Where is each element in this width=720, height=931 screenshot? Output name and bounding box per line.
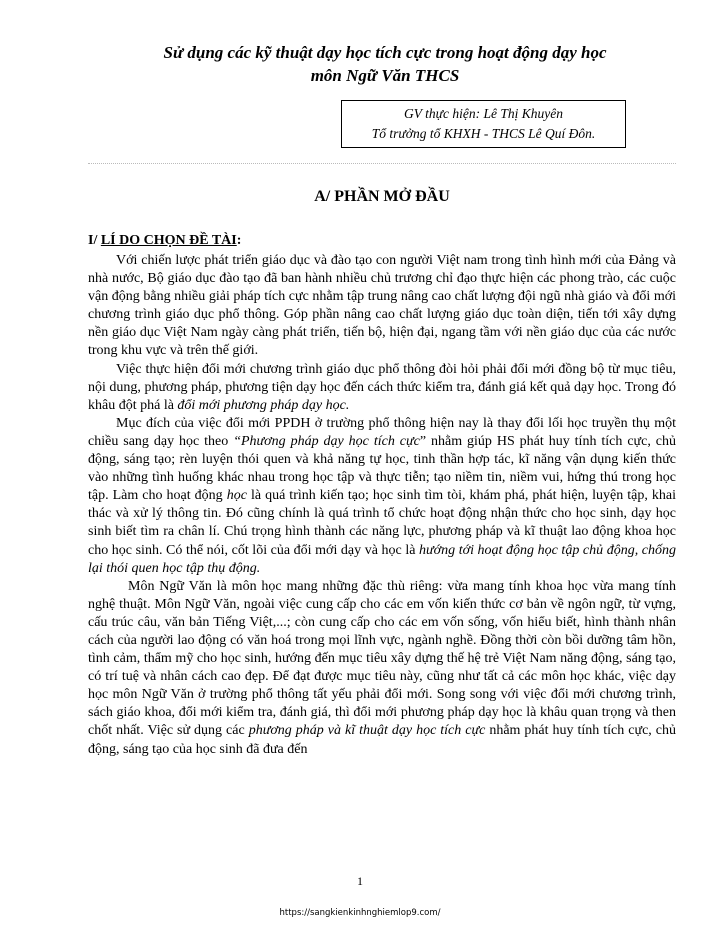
document-title-line-1: Sử dụng các kỹ thuật dạy học tích cực trong hoạt động dạy học [163,43,607,62]
reason-number: I/ [88,233,101,248]
paragraph-3-emphasis-3: hướng tới hoạt động học tập chủ động, chống lại thói quen học tập thụ động. [88,542,677,576]
author-role: Tổ trưởng tổ KHXH - THCS Lê Quí Đôn. [371,126,596,141]
author-box [341,100,626,148]
reason-colon: : [236,233,242,248]
paragraph-2-emphasis: đổi mới phương pháp dạy học. [177,397,350,413]
paragraph-4-text-a: Môn Ngữ Văn là môn học mang những đặc thù riêng: vừa mang tính khoa học vừa mang tính nghệ thuật. Môn Ngữ Văn, ngoài việc cung cấp cho các em vốn kiến thức cơ bản về ngôn ngữ, từ vựng, cấu trúc câu, văn bản Tiếng Việt,...; còn cung cấp cho các em vốn sống, vốn hiểu biết, hình thành nhân cách của người lao động có văn hoá trong mọi lĩnh vực, ngành nghề. Đồng thời còn bồi dưỡng tâm hồn, tình cảm, thẩm mỹ cho học sinh, hướng đến mục tiêu xây dựng thế hệ trẻ Việt Nam năng động, sáng tạo, có trí tuệ và nhân cách cao đẹp. Để đạt được mục tiêu này, cũng như tất cả các môn học khác, việc dạy học môn Ngữ Văn ở trường phổ thông tất yếu phải đổi mới. Song song với việc đổi mới chương trình, sách giáo khoa, đổi mới kiểm tra, đánh giá, thì đổi mới phương pháp dạy học là khâu quan trọng và then chốt nhất. Việc sử dụng các [88,578,676,739]
paragraph-4-text-b: nhằm phát huy tính tích cực, chủ động, sáng tạo của học sinh đã đưa đến [88,723,676,757]
reason-heading [88,233,241,249]
paragraph-1: Với chiến lược phát triển giáo dục và đào tạo con người Việt nam trong tình hình mới của Đảng và nhà nước, Bộ giáo dục đào tạo đã ban hành nhiều chủ trương chỉ đạo thực hiện các phong trào, các cuộc vận động bằng nhiều giải pháp tích cực nhằm tập trung nâng cao chất lượng đội ngũ nhà giáo và đổi mới chương trình giáo dục phổ thông. Góp phần nâng cao chất lượng giáo dục toàn diện, tiến tới xây dựng nền giáo dục Việt Nam ngày càng phát triển, tiến bộ, hiện đại, ngang tầm với nền giáo dục của các nước trong khu vực và trên thế giới. [88,253,676,359]
paragraph-3-emphasis-1: “Phương pháp dạy học tích cực [233,433,420,449]
paragraph-3-emphasis-2: học [226,488,247,504]
section-heading: A/ PHẦN MỞ ĐẦU [314,188,450,205]
body-text [88,252,676,759]
page-number: 1 [357,874,363,888]
paragraph-4 [88,578,676,759]
divider [88,163,676,164]
footer-url[interactable]: https://sangkienkinhnghiemlop9.com/ [279,908,441,918]
paragraph-3 [88,415,676,578]
author-name: GV thực hiện: Lê Thị Khuyên [404,106,563,121]
document-title-line-2: môn Ngữ Văn THCS [310,66,460,85]
paragraph-3-text-c: là quá trình kiến tạo; học sinh tìm tòi, khám phá, phát hiện, luyện tập, khai thác và xử lý thông tin. Đó cũng chính là quá trình tổ chức hoạt động nhận thức cho học sinh, dạy học sinh biết tìm ra chân lí. Chú trọng hình thành các năng lực, phương pháp và kĩ thuật lao động khoa học cho học sinh. Có thể nói, cốt lõi của đổi mới dạy và học là [88,488,676,558]
paragraph-2-text: Việc thực hiện đổi mới chương trình giáo dục phổ thông đòi hỏi phải đổi mới đồng bộ từ mục tiêu, nội dung, phương pháp, phương tiện dạy học đến cách thức kiểm tra, đánh giá kết quả dạy học. Trong đó khâu đột phá là [88,361,676,413]
paragraph-2 [88,361,676,415]
paragraph-3-text-a: Mục đích của việc đổi mới PPDH ở trường phổ thông hiện nay là thay đổi lối học truyền thụ một chiều sang dạy học theo [88,415,676,449]
reason-title: LÍ DO CHỌN ĐỀ TÀI [100,233,237,248]
paragraph-3-text-b: ” nhằm giúp HS phát huy tính tích cực, chủ động, sáng tạo; rèn luyện thói quen và khả năng tự học, tinh thần hợp tác, kĩ năng vận dụng kiến thức vào những tình huống khác nhau trong học tập và thực tiễn; tạo niềm tin, niềm vui, hứng thú trong học tập. Làm cho hoạt động [88,433,676,504]
paragraph-4-emphasis: phương pháp và kĩ thuật dạy học tích cực [248,723,486,739]
